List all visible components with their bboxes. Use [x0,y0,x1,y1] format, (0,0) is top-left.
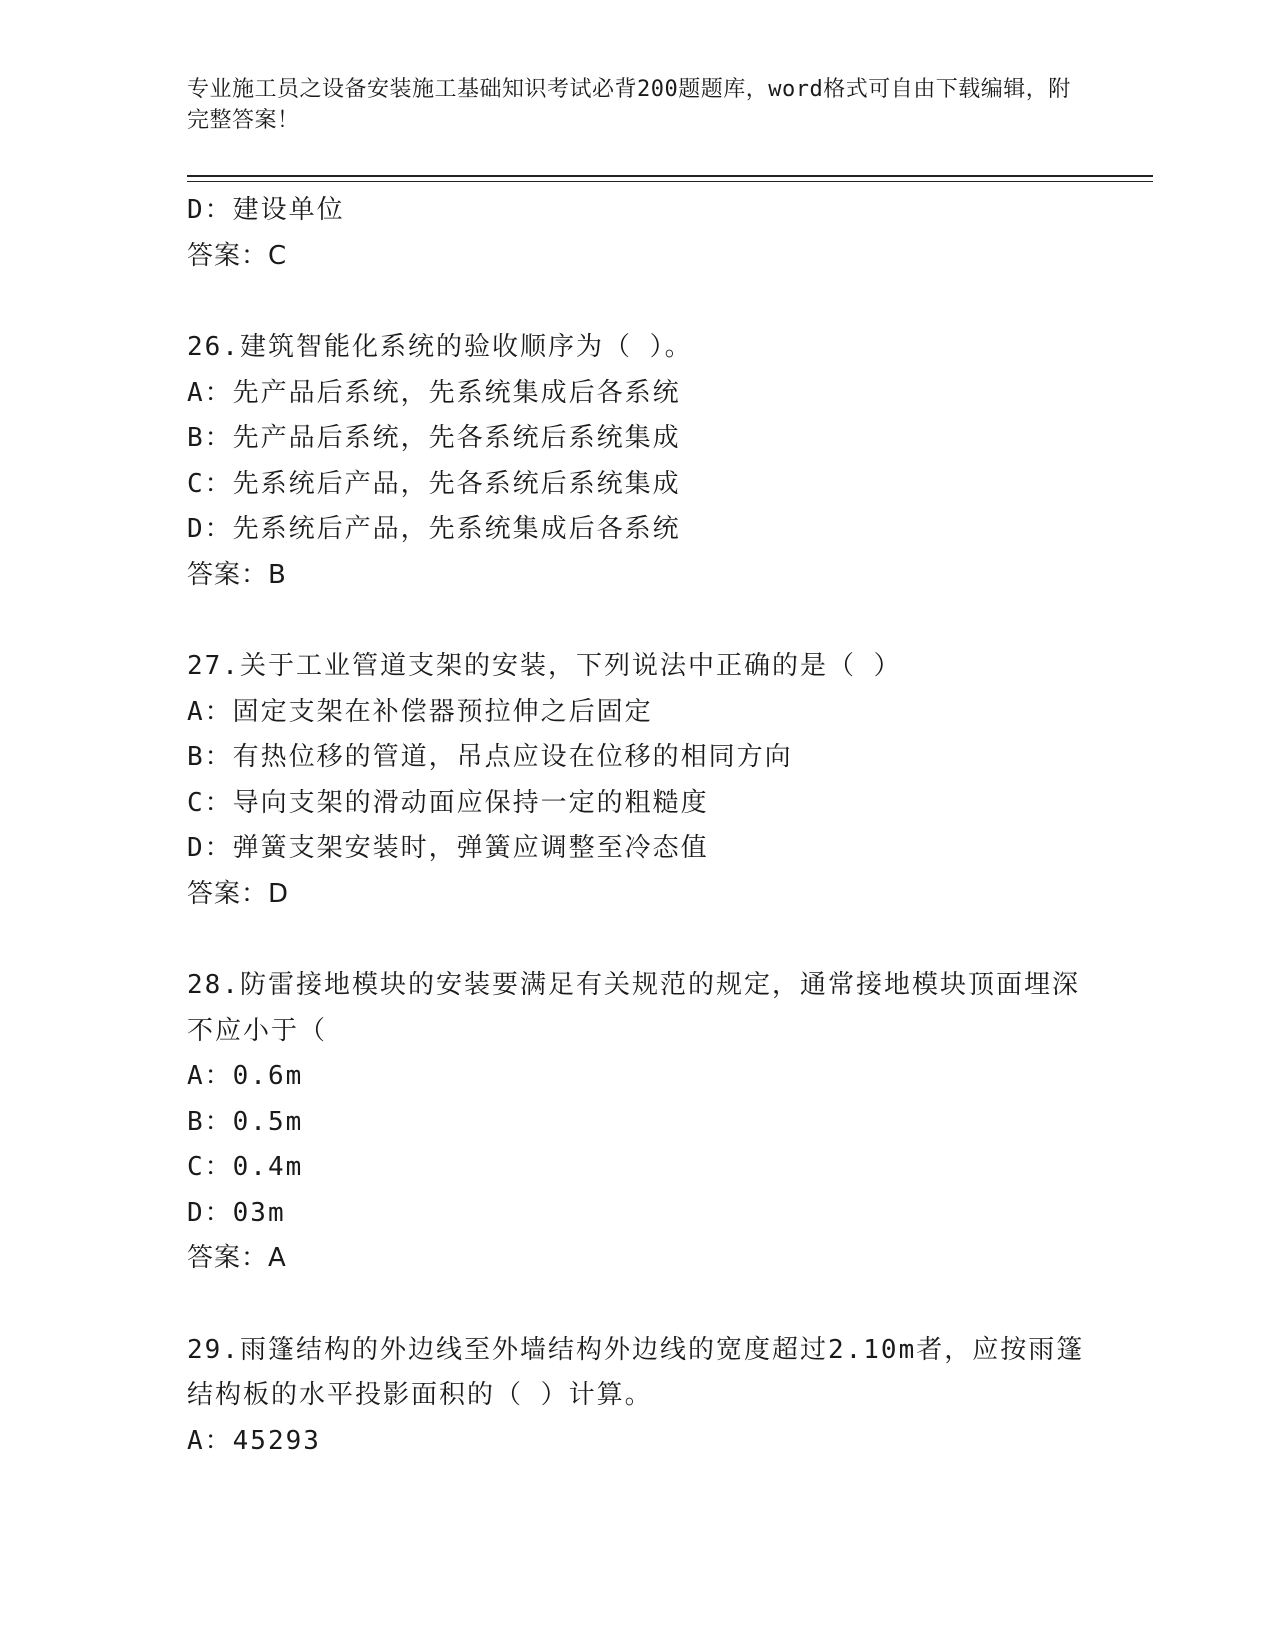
question-stem: 29.雨篷结构的外边线至外墙结构外边线的宽度超过2.10m者，应按雨篷结构板的水平投影面积的（ ）计算。 [187,1334,1085,1410]
answer: 答案：A [187,1243,287,1273]
option-c: C：0.4m [187,1152,304,1182]
option-c: C：导向支架的滑动面应保持一定的粗糙度 [187,787,709,818]
answer: 答案：D [187,878,290,909]
question-stem: 26.建筑智能化系统的验收顺序为（ ）。 [187,332,693,362]
question-stem: 28.防雷接地模块的安装要满足有关规范的规定，通常接地模块顶面埋深不应小于（ [187,970,1080,1046]
option-a: A：45293 [187,1425,321,1456]
option-d: D：先系统后产品，先系统集成后各系统 [187,514,681,544]
option-c: C：先系统后产品，先各系统后系统集成 [187,468,681,499]
option-b: B：有热位移的管道，吊点应设在位移的相同方向 [187,742,793,772]
option-b: B：先产品后系统，先各系统后系统集成 [187,423,681,453]
header-rule-thick [187,175,1153,177]
option-b: B：0.5m [187,1106,304,1137]
header-rule-thin [187,181,1153,182]
option-d: D：03m [187,1197,286,1228]
page-header: 专业施工员之设备安装施工基础知识考试必背200题题库，word格式可自由下载编辑，附完整答案！ [187,77,1071,133]
document-body [187,188,1153,1464]
answer: 答案：C [187,240,288,271]
option-a: A：0.6m [187,1061,304,1091]
option-a: A：先产品后系统，先系统集成后各系统 [187,377,681,408]
option-d: D：建设单位 [187,195,345,225]
question-stem: 27.关于工业管道支架的安装，下列说法中正确的是（ ） [187,651,902,681]
answer: 答案：B [187,559,287,590]
option-d: D：弹簧支架安装时，弹簧应调整至冷态值 [187,833,709,863]
option-a: A：固定支架在补偿器预拉伸之后固定 [187,696,653,727]
